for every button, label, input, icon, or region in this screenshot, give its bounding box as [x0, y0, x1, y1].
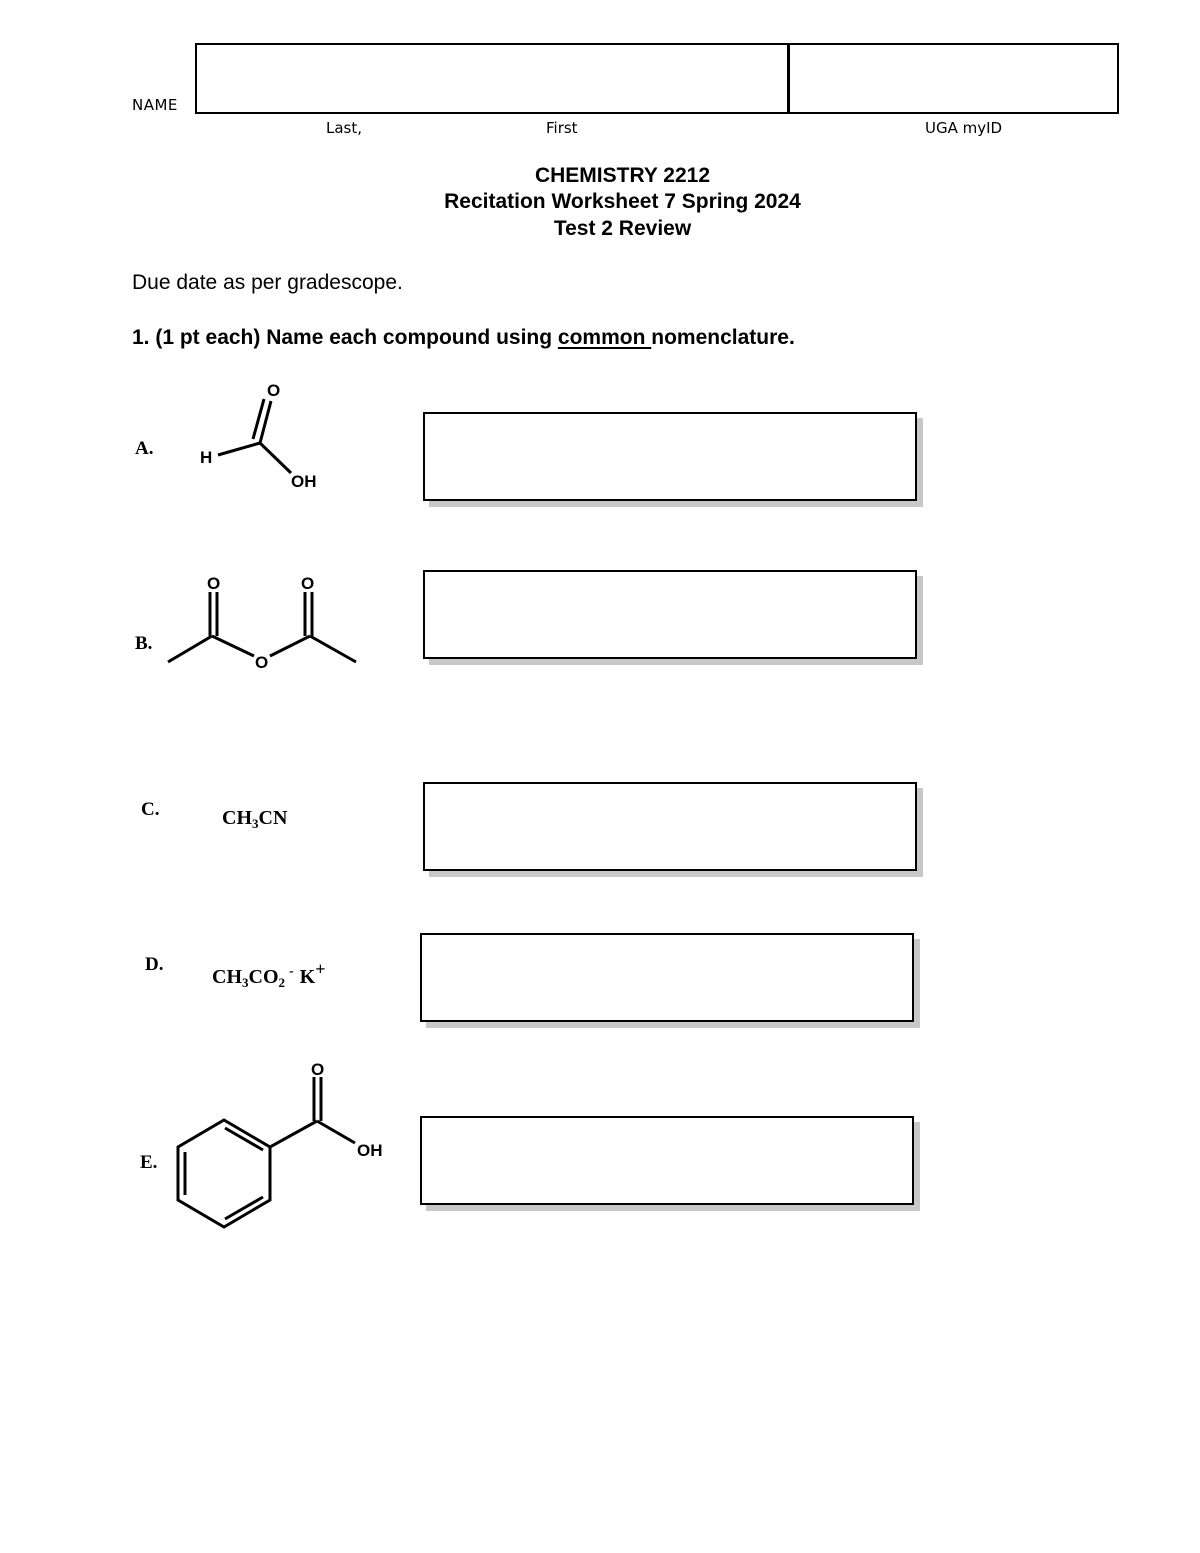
name-entry-box[interactable] [195, 43, 1119, 114]
atom-o: O [267, 381, 281, 400]
review-title: Test 2 Review [553, 217, 692, 240]
formula-subscript: 3 [242, 975, 249, 990]
atom-o: O [311, 1060, 325, 1079]
formula-part: CN [258, 807, 288, 829]
item-d-letter: D. [145, 954, 164, 975]
acetonitrile-formula [222, 807, 287, 832]
item-a-letter: A. [135, 438, 154, 459]
uga-myid-label: UGA myID [925, 119, 1003, 137]
question-1-suffix: nomenclature. [651, 326, 795, 349]
acetic-anhydride-structure [160, 568, 365, 678]
answer-box-d[interactable] [420, 933, 914, 1022]
formula-subscript: 3 [252, 816, 259, 831]
atom-o-left: O [207, 574, 221, 593]
item-e-letter: E. [140, 1152, 158, 1173]
formula-charge: + [315, 959, 326, 979]
atom-o-right: O [301, 574, 315, 593]
name-label: NAME [132, 96, 178, 114]
answer-box-b[interactable] [423, 570, 917, 659]
formula-subscript: 2 [278, 975, 285, 990]
formula-part: CO [248, 966, 279, 988]
question-1-prefix: 1. (1 pt each) Name each compound using [132, 326, 558, 349]
atom-oh: OH [357, 1141, 383, 1160]
formula-charge: - [289, 964, 294, 979]
question-1-emphasis: common [557, 326, 652, 349]
last-name-label: Last, [326, 119, 363, 137]
item-b-letter: B. [135, 633, 153, 654]
item-c-letter: C. [141, 799, 160, 820]
name-box-divider [787, 45, 790, 112]
question-1-prompt [132, 326, 795, 350]
potassium-acetate-formula [212, 959, 326, 991]
atom-h: H [200, 448, 213, 467]
formula-part: CH [212, 966, 242, 988]
answer-box-c[interactable] [423, 782, 917, 871]
worksheet-title: Recitation Worksheet 7 Spring 2024 [444, 190, 801, 213]
formula-part: CH [222, 807, 252, 829]
due-date-note: Due date as per gradescope. [132, 271, 403, 294]
atom-oh: OH [291, 472, 317, 491]
first-name-label: First [546, 119, 578, 137]
atom-o-bridge: O [255, 653, 269, 672]
formic-acid-structure [190, 375, 330, 495]
formula-part: K [299, 966, 316, 988]
answer-box-e[interactable] [420, 1116, 914, 1205]
benzoic-acid-structure [165, 1055, 395, 1235]
course-title: CHEMISTRY 2212 [534, 164, 711, 187]
answer-box-a[interactable] [423, 412, 917, 501]
